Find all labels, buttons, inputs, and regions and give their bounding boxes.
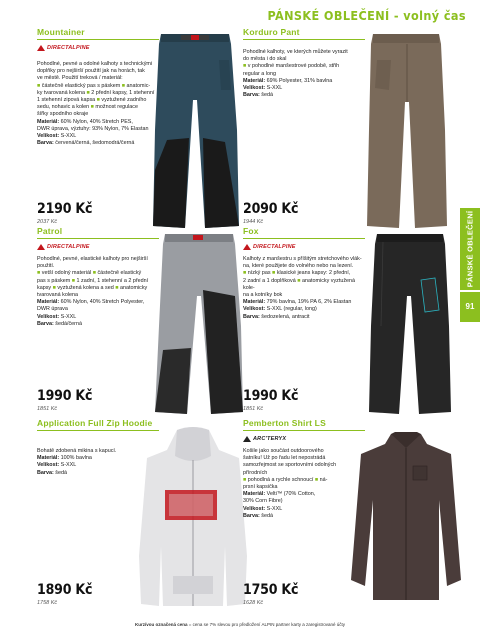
description-line: DWR úprava	[37, 306, 68, 313]
description-line: ve městě. Použití treková / materiál:	[37, 75, 123, 82]
product-image-shirt	[347, 430, 465, 606]
product-title: Application Full Zip Hoodie	[37, 418, 153, 428]
description-line: sedu, nohavic a kolen ■ možnost regulace	[37, 104, 138, 111]
product-image-trousers-brown	[361, 30, 453, 233]
description-line: ■ vetší odolný materiál ■ částečně elastický	[37, 270, 142, 277]
description-line: Materiál: 60% Nylon, 40% Stretch PES,	[37, 118, 133, 125]
product-discount-price: 1944 Kč	[243, 219, 264, 225]
description-line: přírodních	[243, 469, 268, 476]
description-line: Barva: šedá	[37, 469, 67, 476]
description-line: kapsy ■ vyztužená kolena a sed ■ anatomicky	[37, 284, 148, 291]
page-footer: Kurzívou označená cena = cena se 7% slevou pro předložení ALPIN partner karty a zaregistrované účty	[135, 622, 345, 627]
product-description	[37, 256, 159, 328]
product-description	[37, 61, 159, 147]
description-line: Materiál: 69% Polyester, 31% bavlna	[243, 77, 333, 84]
description-line: Kalhoty z manšestru s příšitým stretchového vlák-	[243, 256, 362, 262]
product-discount-price: 1851 Kč	[37, 406, 58, 412]
page-header: PÁNSKÉ OBLEČENÍ - volný čas	[267, 8, 466, 23]
description-line: Barva: šedá	[243, 92, 273, 99]
description-line: doplňky pro nejširší použití jak na horách, tak	[37, 68, 145, 75]
description-line: Barva: šedozelená, antracit	[243, 313, 310, 320]
brand-logo-directalpine: DIRECTALPINE	[37, 44, 90, 52]
description-line: šířky spodního okraje	[37, 111, 89, 118]
product-fox	[243, 226, 467, 416]
description-line: Materiál: 60% Nylon, 40% Stretch Polyester,	[37, 299, 145, 306]
description-line: 2 zadní a 1 doplňková ■ anatomicky vyztužená kole-	[243, 277, 356, 291]
description-line: tvarovaná kolena	[37, 292, 79, 299]
brand-logo-directalpine: DIRECTALPINE	[243, 243, 296, 251]
description-line: regular a long	[243, 70, 276, 77]
product-title: Mountainer	[37, 27, 85, 37]
product-pemberton-shirt	[243, 418, 467, 618]
product-discount-price: 1851 Kč	[243, 406, 264, 412]
product-title: Fox	[243, 226, 259, 236]
title-underline	[243, 238, 365, 239]
description-line: ■ nízký pas ■ klasické jeans kapsy: 2 přední,	[243, 270, 351, 277]
description-line: 30% Corn Fibre)	[243, 498, 283, 505]
description-line: samozřejmost se sportovními odolných	[243, 462, 337, 469]
description-line: na a kotníky bok	[243, 292, 283, 299]
description-line: DWR úprava, výztuhy: 93% Nylon, 7% Elastan	[37, 125, 149, 132]
product-korduro-pant	[243, 27, 467, 225]
description-line: ky tvarovaná kolena ■ 2 přední kapsy, 1 stehenní	[37, 89, 155, 96]
title-underline	[37, 39, 159, 40]
brand-logo-arcteryx: ARC'TERYX	[243, 435, 286, 443]
description-line: použití.	[37, 263, 55, 270]
product-price: 1990 Kč	[37, 388, 93, 404]
page-number: 91	[460, 292, 480, 322]
product-title: Korduro Pant	[243, 27, 300, 37]
title-underline	[37, 238, 159, 239]
description-line: Košile jako součást outdoorového	[243, 448, 324, 454]
product-price: 2090 Kč	[243, 201, 299, 217]
description-line: 1 stehenní zipová kapsa ■ vyztužené zadního	[37, 97, 147, 104]
description-line: Pohodlné kalhoty, ve kterých můžete vyrazit	[243, 49, 348, 55]
section-side-tab: PÁNSKÉ OBLEČENÍ	[460, 208, 480, 290]
description-line: Velikost: S-XXL	[37, 313, 77, 320]
brand-logo-directalpine: DIRECTALPINE	[37, 243, 90, 251]
product-discount-price: 2037 Kč	[37, 219, 58, 225]
description-line: ■ částečně elastický pas s páskem ■ anatomic-	[37, 82, 151, 89]
product-discount-price: 1758 Kč	[37, 600, 58, 606]
product-description	[243, 49, 365, 99]
description-line: Barva: červená/černá, šedomodrá/černá	[37, 140, 135, 147]
product-description	[243, 256, 365, 321]
product-discount-price: 1628 Kč	[243, 600, 264, 606]
description-line: Bohatě zdobená mikina s kapucí.	[37, 448, 117, 454]
description-line: Velikost: S-XXL	[37, 462, 77, 469]
description-line: Velikost: S-XXL	[37, 133, 77, 140]
product-image-trousers-blue	[145, 30, 245, 233]
description-line: ■ v pohodlné manšestrové podobě, střih	[243, 63, 340, 70]
description-line: Materiál: Velti™ (70% Cotton,	[243, 491, 316, 498]
description-line: ■ pohodlná a rychle schnoucí ■ ná-	[243, 476, 328, 483]
description-line: na, které použijete do volného nebo na lezení.	[243, 263, 354, 270]
description-line: Velikost: S-XXL (regular, long)	[243, 306, 317, 313]
description-line: do města i do skal	[243, 56, 287, 63]
product-image-hoodie	[137, 426, 249, 612]
description-line: pas s páskem ■ 1 zadní, 1 stehenní a 2 přední	[37, 277, 149, 284]
product-price: 1990 Kč	[243, 388, 299, 404]
description-line: prsní kapsička	[243, 484, 278, 491]
description-line: Pohodlné, pevné, elastické kalhoty pro nejširší	[37, 256, 148, 262]
description-line: Pohodlné, pevné a odolné kalhoty s technickými	[37, 61, 153, 67]
product-image-trousers-black	[363, 230, 457, 418]
description-line: Barva: šedá	[243, 512, 273, 519]
description-line: Velikost: S-XXL	[243, 85, 283, 92]
product-price: 1890 Kč	[37, 582, 93, 598]
product-title: Patrol	[37, 226, 63, 236]
product-title: Pemberton Shirt LS	[243, 418, 326, 428]
description-line: Materiál: 100% bavlna	[37, 455, 92, 462]
product-image-trousers-grey	[149, 230, 249, 418]
description-line: Velikost: S-XXL	[243, 505, 283, 512]
description-line: Barva: šedá/černá	[37, 320, 82, 327]
description-line: šatníku! Už po řadu let nepostrádá	[243, 455, 326, 462]
description-line: Materiál: 79% bavlna, 19% PA 6, 2% Elastan	[243, 299, 352, 306]
product-price: 1750 Kč	[243, 582, 299, 598]
product-price: 2190 Kč	[37, 201, 93, 217]
title-underline	[243, 39, 365, 40]
